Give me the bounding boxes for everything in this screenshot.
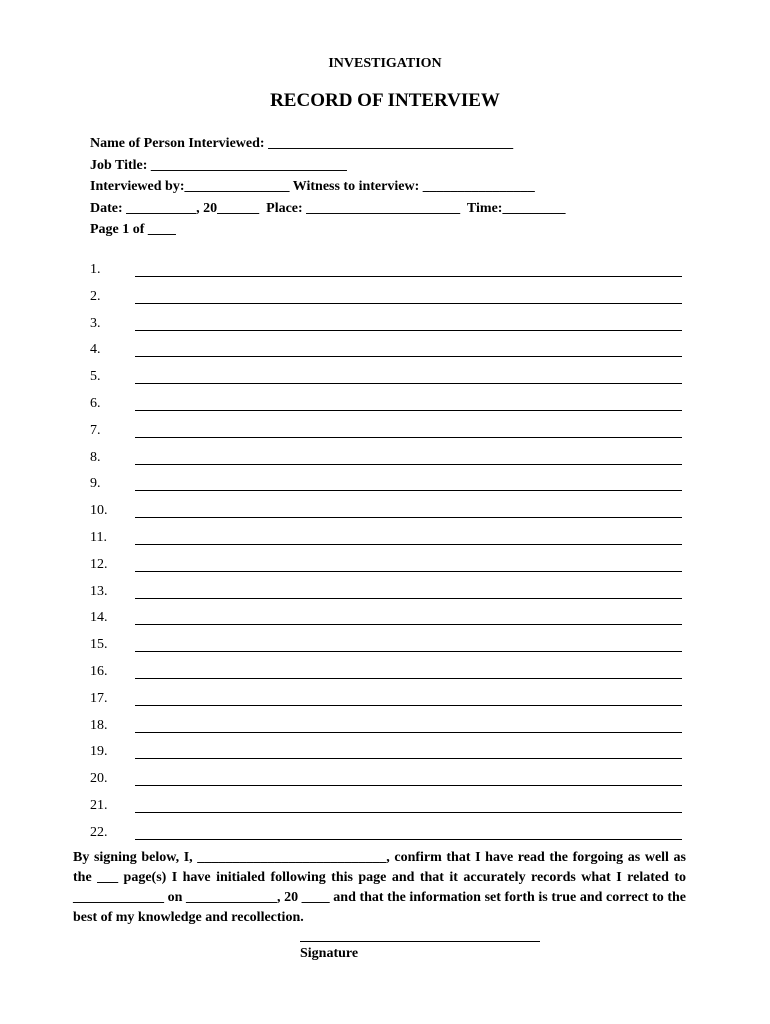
answer-line[interactable] bbox=[90, 580, 682, 607]
line-rule[interactable] bbox=[135, 330, 682, 331]
line-rule[interactable] bbox=[135, 758, 682, 759]
field-job-title[interactable]: Job Title: ____________________________ bbox=[90, 157, 347, 173]
line-number: 8. bbox=[90, 449, 101, 465]
line-number: 18. bbox=[90, 717, 108, 733]
line-rule[interactable] bbox=[135, 785, 682, 786]
line-number: 17. bbox=[90, 690, 108, 706]
answer-line[interactable] bbox=[90, 633, 682, 660]
line-number: 19. bbox=[90, 744, 108, 760]
answer-line[interactable] bbox=[90, 714, 682, 741]
line-number: 15. bbox=[90, 637, 108, 653]
line-number: 16. bbox=[90, 663, 108, 679]
field-person-interviewed[interactable]: Name of Person Interviewed: ___________________________________ bbox=[90, 136, 514, 151]
line-number: 21. bbox=[90, 797, 108, 813]
line-number: 22. bbox=[90, 824, 108, 840]
line-number: 1. bbox=[90, 262, 101, 277]
line-number: 2. bbox=[90, 288, 101, 304]
answer-line[interactable] bbox=[90, 740, 682, 767]
line-number: 10. bbox=[90, 503, 108, 519]
line-number: 7. bbox=[90, 422, 101, 438]
line-rule[interactable] bbox=[135, 598, 682, 599]
answer-line[interactable] bbox=[90, 499, 682, 526]
line-rule[interactable] bbox=[135, 812, 682, 813]
answer-line[interactable] bbox=[90, 472, 682, 499]
form-heading: INVESTIGATION bbox=[328, 56, 442, 71]
form-title: RECORD OF INTERVIEW bbox=[270, 90, 500, 111]
field-page-count[interactable]: Page 1 of ____ bbox=[90, 222, 176, 237]
line-number: 20. bbox=[90, 771, 108, 787]
line-number: 4. bbox=[90, 342, 101, 358]
answer-line[interactable] bbox=[90, 821, 682, 848]
line-number: 13. bbox=[90, 583, 108, 599]
answer-line[interactable] bbox=[90, 767, 682, 794]
line-rule[interactable] bbox=[135, 678, 682, 679]
line-rule[interactable] bbox=[135, 705, 682, 706]
answer-line[interactable] bbox=[90, 338, 682, 365]
line-rule[interactable] bbox=[135, 303, 682, 304]
answer-line[interactable] bbox=[90, 553, 682, 580]
line-number: 5. bbox=[90, 369, 101, 385]
answer-line[interactable] bbox=[90, 365, 682, 392]
answer-line[interactable] bbox=[90, 687, 682, 714]
answer-line[interactable] bbox=[90, 392, 682, 419]
answer-line[interactable] bbox=[90, 258, 682, 285]
line-number: 9. bbox=[90, 476, 101, 492]
answer-line[interactable] bbox=[90, 660, 682, 687]
line-rule[interactable] bbox=[135, 544, 682, 545]
line-number: 6. bbox=[90, 395, 101, 411]
line-rule[interactable] bbox=[135, 624, 682, 625]
line-number: 14. bbox=[90, 610, 108, 626]
line-rule[interactable] bbox=[135, 732, 682, 733]
signature-label: Signature bbox=[300, 946, 359, 961]
answer-line[interactable] bbox=[90, 285, 682, 312]
line-number: 3. bbox=[90, 315, 101, 331]
answer-line[interactable] bbox=[90, 312, 682, 339]
line-rule[interactable] bbox=[135, 276, 682, 277]
line-rule[interactable] bbox=[135, 571, 682, 572]
field-interviewer-witness[interactable]: Interviewed by:_______________ Witness to interview: ________________ bbox=[90, 179, 535, 194]
signature-line[interactable] bbox=[300, 941, 540, 942]
line-rule[interactable] bbox=[135, 464, 682, 465]
numbered-answer-lines bbox=[90, 258, 682, 848]
answer-line[interactable] bbox=[90, 526, 682, 553]
line-number: 12. bbox=[90, 556, 108, 572]
line-rule[interactable] bbox=[135, 490, 682, 491]
field-date-place-time[interactable]: Date: __________, 20______ Place: ______________________ Time:_________ bbox=[90, 200, 566, 216]
line-rule[interactable] bbox=[135, 517, 682, 518]
line-rule[interactable] bbox=[135, 383, 682, 384]
line-number: 11. bbox=[90, 529, 107, 545]
line-rule[interactable] bbox=[135, 437, 682, 438]
line-rule[interactable] bbox=[135, 356, 682, 357]
line-rule[interactable] bbox=[135, 410, 682, 411]
confirmation-statement: By signing below, I, ___________________________, confirm that I have read the forgoing as well as the ___ page(s) I have initialed following this page and that it accurately records what I related to _____________ on _____________, 20 ____ and that the information set forth is true and correct to the best of my knowledge and recollection. bbox=[73, 850, 686, 925]
line-rule[interactable] bbox=[135, 839, 682, 840]
answer-line[interactable] bbox=[90, 446, 682, 473]
answer-line[interactable] bbox=[90, 606, 682, 633]
answer-line[interactable] bbox=[90, 419, 682, 446]
line-rule[interactable] bbox=[135, 651, 682, 652]
interview-details bbox=[90, 133, 565, 241]
answer-line[interactable] bbox=[90, 794, 682, 821]
